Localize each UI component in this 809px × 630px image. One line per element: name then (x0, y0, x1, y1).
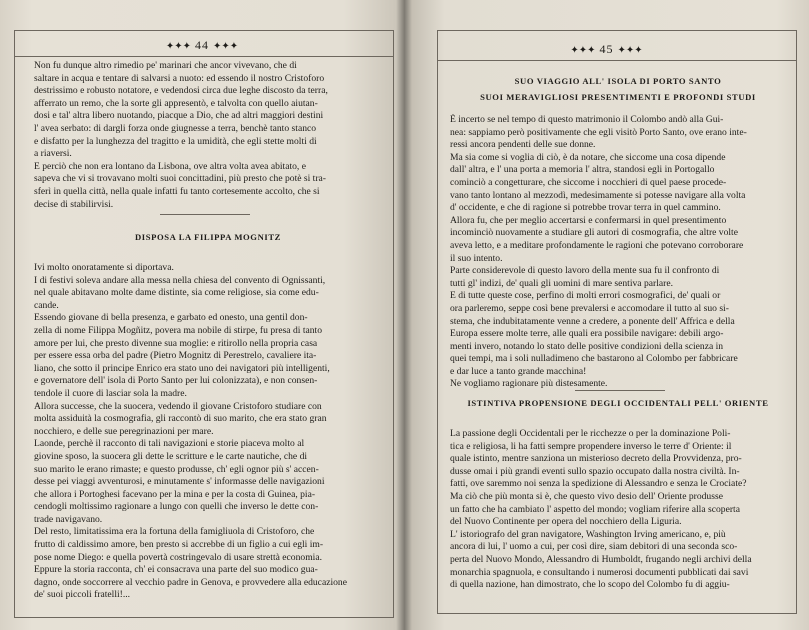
text-line: E perciò che non era lontano da Lisbona, ove altra volta avea abitato, e (34, 160, 306, 172)
text-line: Del resto, limitatissima era la fortuna della famigliuola di Cristoforo, che (34, 526, 315, 538)
text-line: nea: sappiamo però positivamente che egli visitò Porto Santo, ove erano inte- (450, 126, 747, 138)
right-paragraph-block-2 (450, 428, 786, 592)
text-line: ancora di lui, l' uomo a cui, per così dire, siam debitori di una seconda sco- (450, 541, 738, 553)
text-line: cominciò a congetturare, che siccome i nocchieri di quel paese procede- (450, 176, 727, 188)
text-line: liano, che sotto il principe Enrico era stato uno dei navigatori più intelligenti, (34, 362, 330, 374)
text-line: E di tutte queste cose, perfino di molti errori cosmografici, de' quali or (450, 290, 721, 302)
text-line: nel quale abitavano molte dame distinte, sia come religiose, sia come edu- (34, 287, 319, 299)
section-divider (575, 390, 665, 391)
text-line: saltare in acqua e tentare di salvarsi a nuoto: ed essendo il nostro Cristoforo (34, 72, 325, 84)
text-line: il suo intento. (450, 252, 503, 264)
text-line: e dar luce a tanto grande macchina! (450, 365, 587, 377)
page-number-left (0, 38, 404, 53)
text-line: e governatore dell' isola di Porto Santo per lui colonizzata), e non consen- (34, 375, 318, 387)
text-line: Allora successe, che la suocera, vedendo il giovane Cristoforo studiare con (34, 400, 322, 412)
text-line: dusse omai i più grandi eventi sullo spazio occupato dalla nostra civiltà. In- (450, 465, 740, 477)
text-line: l' avea serbato: di dargli forza onde giugnesse a terra, benchè tanto stanco (34, 122, 317, 134)
book-gutter (396, 0, 412, 630)
text-line: Laonde, perchè il racconto di tali navigazioni e storie piaceva molto al (34, 438, 305, 450)
page-number-text: 44 (195, 38, 209, 52)
text-line: trade navigavano. (34, 513, 103, 525)
text-line: destrissimo e robusto notatore, e vedendosi circa due leghe discosto da terra, (34, 85, 328, 97)
text-line: e disfatto per la lunghezza del tragitto e la umidità, che egli stette molti di (34, 135, 317, 147)
text-line: quale istinto, mentre sanziona un misterioso decreto della Provvidenza, pro- (450, 453, 742, 465)
text-line: ressi ancora pendenti delle sue donne. (450, 139, 596, 151)
text-line: frutto di caldissimo amore, ben presto si accrebbe di un figlio a cui egli im- (34, 539, 324, 551)
right-paragraph-block-1 (450, 114, 786, 391)
text-line: pose nome Diego: e quella povertà costringevalo di usare strettà economia. (34, 551, 322, 563)
text-line: un fatto che ha cambiato l' aspetto del mondo; vogliam riferire alla scoperta (450, 503, 740, 515)
left-paragraph-block-1 (34, 60, 382, 211)
text-line: dall' altra, e l' una porta a memoria l' altra, standosi egli in Portogallo (450, 164, 715, 176)
ornament-icon: ✦✦✦ (165, 41, 191, 52)
text-line: monarchia spagnuola, e consultando i numerosi documenti pubblicati dai savi (450, 566, 749, 578)
section-heading: SUOI MERAVIGLIOSI PRESENTIMENTI E PROFONDI STUDI (480, 92, 756, 102)
ornament-icon: ✦✦✦ (213, 41, 239, 52)
text-line: L' istoriografo del gran navigatore, Washington Irving americano, e, più (450, 528, 726, 540)
text-line: per essere essa orba del padre (Pietro Mognitz di Perestrelo, cavaliere ita- (34, 350, 317, 362)
page-number-text: 45 (599, 42, 614, 56)
text-line: che allora i Portoghesi facevano per la mina e per la costa di Guinea, pia- (34, 488, 316, 500)
text-line: Essendo giovane di bella presenza, e garbato ed onesto, una gentil don- (34, 312, 308, 324)
text-line: desse pei viaggi avventurosi, e minutamente s' informasse delle navigazioni (34, 476, 325, 488)
header-rule (14, 56, 394, 57)
text-line: cendogli moltissimo ragionare a lungo con quelli che inverso le dette con- (34, 501, 319, 513)
ornament-icon: ✦✦✦ (617, 45, 643, 56)
text-line: decise di stabilirvisi. (34, 198, 114, 210)
text-line: suo marito le erano rimaste; e questo produsse, ch' egli ognor più s' accen- (34, 463, 319, 475)
text-line: amore per lui, che presto divenne sua moglie: e ritirollo nella propria casa (34, 337, 318, 349)
text-line: tica e religiosa, li ha fatti sempre propendere inverso le terre d' Oriente: il (450, 440, 732, 452)
text-line: d' occidente, e che di ragione si potrebbe trovar terra in quel cammino. (450, 202, 721, 214)
header-rule (437, 60, 797, 61)
text-line: Europa essere molte terre, alle quali era possibile navigare: debili argo- (450, 328, 724, 340)
text-line: sferì in quella città, nella quale infatti fu tanto cortesemente accolto, che si (34, 185, 320, 197)
text-line: de' suoi piccoli fratelli!... (34, 589, 131, 601)
text-line: cande. (34, 299, 59, 311)
page-number-right (404, 42, 809, 57)
text-line: Ma ciò che più monta si è, che questo vivo desio dell' Oriente produsse (450, 490, 723, 502)
text-line: quei tempi, ma i soli nulladimeno che bastarono al Colombo per fabbricare (450, 353, 738, 365)
text-line: a riaversi. (34, 148, 72, 160)
text-line: Allora fu, che per meglio accertarsi e confermarsi in quel presentimento (450, 214, 727, 226)
text-line: perta del Nuovo Mondo, Alessandro di Humboldt, frugando negli archivi della (450, 553, 752, 565)
text-line: dosi e tal' altra libero nuotando, piacque a Dio, che ad altri maggiori destini (34, 110, 324, 122)
text-line: del Nuovo Continente per opera del nocchiero della Liguria. (450, 516, 682, 528)
text-line: Parte considerevole di questo lavoro della mente sua fu il confronto di (450, 265, 720, 277)
section-divider (160, 214, 250, 215)
text-line: aveva letto, e a meditare profondamente le ragioni che potevano corroborare (450, 239, 744, 251)
text-line: sapeva che vi si trovavano molti suoi concittadini, più presto che potè si tra- (34, 173, 327, 185)
text-line: ora parleremo, seppe così bene prevalersi e accomodare il tutto al suo si- (450, 302, 729, 314)
text-line: Ne vogliamo ragionare più distesamente. (450, 378, 608, 390)
text-line: Ivi molto onoratamente si diportava. (34, 262, 174, 273)
text-line: I di festivi soleva andare alla messa nella chiesa del convento di Ognissanti, (34, 274, 326, 286)
text-line: tendole il cuore di lasciar sola la madre. (34, 387, 187, 399)
text-line: zella di nome Filippa Mogñitz, povera ma nobile di stirpe, fu presa di tanto (34, 324, 323, 336)
text-line: giovine sposo, la suocera gli dette le scritture e le carte nautiche, che di (34, 450, 308, 462)
section-heading: DISPOSA LA FILIPPA MOGNITZ (134, 232, 282, 242)
text-line: fatti, ove saremmo noi senza la spedizione di Alessandro e senza le Crociate? (450, 478, 747, 490)
text-line: molta assiduità la cosmografia, gli raccontò di suo marito, che era stato gran (34, 413, 327, 425)
left-paragraph-block-2 (34, 262, 382, 602)
text-line: Eppure la storia racconta, ch' ei consacrava una parte del suo modico gua- (34, 564, 318, 576)
section-heading: SUO VIAGGIO ALL' ISOLA DI PORTO SANTO (514, 76, 722, 86)
text-line: di quella nazione, han dimostrato, che lo scopo del Colombo fu di aggiu- (450, 579, 730, 591)
text-line: dagno, onde soccorrere al vecchio padre in Genova, e provvedere alla educazione (34, 576, 347, 588)
text-line: afferrato un remo, che la sorte gli appresentò, e talvolta con quello aiutan- (34, 97, 318, 109)
text-line: La passione degli Occidentali per le ricchezze o per la dominazione Poli- (450, 428, 731, 439)
section-heading: ISTINTIVA PROPENSIONE DEGLI OCCIDENTALI PELL' ORIENTE (467, 398, 769, 408)
text-line: Non fu dunque altro rimedio pe' marinari che ancor vivevano, che di (34, 60, 297, 71)
text-line: menti invero, notando lo stato delle positive condizioni della scienza in (450, 340, 724, 352)
ornament-icon: ✦✦✦ (570, 45, 596, 56)
text-line: vano tanto lontano al mezzodì, medesimamente si potesse navigare alla volta (450, 189, 746, 201)
text-line: Ma sia come si voglia di ciò, è da notare, che siccome una cosa dipende (450, 151, 726, 163)
text-line: stema, che indubitatamente venne a credere, a ponente dell' Affrica e della (450, 315, 735, 327)
text-line: incominciò nuovamente a studiare gli autori di cosmografia, che altre volte (450, 227, 738, 239)
text-line: È incerto se nel tempo di questo matrimonio il Colombo andò alla Gui- (450, 114, 724, 125)
text-line: tutti gl' indizi, de' quali gli uomini di mare sentiva parlare. (450, 277, 673, 289)
text-line: nocchiero, e delle sue peregrinazioni per mare. (34, 425, 214, 437)
